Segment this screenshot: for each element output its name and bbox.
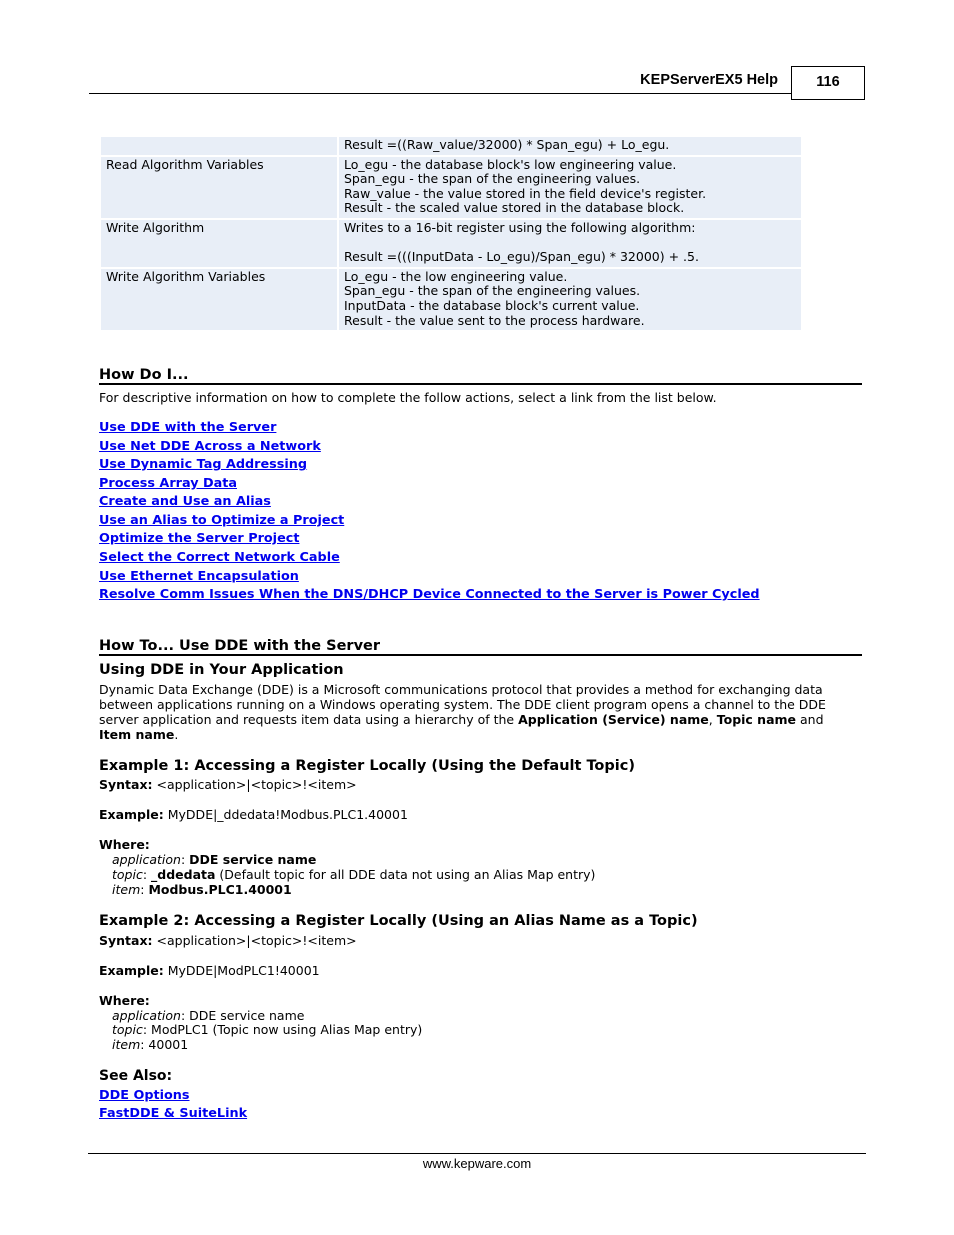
table-cell-label: Write Algorithm xyxy=(101,220,337,267)
table-cell-label: Write Algorithm Variables xyxy=(101,269,337,330)
table-row xyxy=(101,137,801,155)
description-line: Result - the value sent to the process hardware. xyxy=(344,312,645,328)
link-create-alias[interactable]: Create and Use an Alias xyxy=(99,494,271,509)
see-also-heading: See Also: xyxy=(99,1068,173,1084)
algorithm-table xyxy=(99,135,803,332)
example-1-item: item: Modbus.PLC1.40001 xyxy=(112,882,292,897)
description-line: Raw_value - the value stored in the field device's register. xyxy=(344,185,707,201)
example-2-item: item: 40001 xyxy=(112,1037,189,1052)
example-2-application: application: DDE service name xyxy=(112,1008,305,1023)
example-1-where: Where: xyxy=(99,837,150,852)
header-divider xyxy=(89,93,791,94)
description-line: Span_egu - the span of the engineering values. xyxy=(344,283,641,299)
example-2-heading: Example 2: Accessing a Register Locally (Using an Alias Name as a Topic) xyxy=(99,913,698,929)
document-title: KEPServerEX5 Help xyxy=(640,72,778,88)
link-use-dde[interactable]: Use DDE with the Server xyxy=(99,420,277,435)
example-2-syntax: Syntax: <application>|<topic>!<item> xyxy=(99,933,357,948)
how-do-i-intro: For descriptive information on how to complete the follow actions, select a link from the list below. xyxy=(99,390,717,405)
table-cell-label xyxy=(101,137,337,155)
table-row xyxy=(101,157,801,218)
description-line: InputData - the database block's current value. xyxy=(344,297,640,313)
example-1-example: Example: MyDDE|_ddedata!Modbus.PLC1.40001 xyxy=(99,807,408,822)
table-cell-label: Read Algorithm Variables xyxy=(101,157,337,218)
link-fastdde-suitelink[interactable]: FastDDE & SuiteLink xyxy=(99,1106,248,1121)
table-row xyxy=(101,220,801,267)
example-2-topic: topic: ModPLC1 (Topic now using Alias Map entry) xyxy=(112,1022,423,1037)
footer-divider xyxy=(88,1153,866,1154)
description-line: Lo_egu - the database block's low engineering value. xyxy=(344,156,677,172)
description-line: Result =(((InputData - Lo_egu)/Span_egu) * 32000) + .5. xyxy=(344,249,699,265)
description-line: Lo_egu - the low engineering value. xyxy=(344,268,568,284)
example-1-topic: topic: _ddedata (Default topic for all DDE data not using an Alias Map entry) xyxy=(112,867,596,882)
description-line: Writes to a 16-bit register using the following algorithm: xyxy=(344,219,696,235)
description-line xyxy=(344,236,796,251)
description-line: Span_egu - the span of the engineering values. xyxy=(344,171,641,187)
subheading-using-dde: Using DDE in Your Application xyxy=(99,662,344,678)
example-1-heading: Example 1: Accessing a Register Locally (Using the Default Topic) xyxy=(99,758,635,774)
link-array-data[interactable]: Process Array Data xyxy=(99,476,238,491)
example-2-where: Where: xyxy=(99,993,150,1008)
link-resolve-comm[interactable]: Resolve Comm Issues When the DNS/DHCP Device Connected to the Server is Power Cycled xyxy=(99,587,760,602)
link-dynamic-tag[interactable]: Use Dynamic Tag Addressing xyxy=(99,457,308,472)
example-2-example: Example: MyDDE|ModPLC1!40001 xyxy=(99,963,320,978)
page-number: 116 xyxy=(791,66,865,100)
table-cell-description xyxy=(339,137,801,155)
table-cell-description xyxy=(339,269,801,330)
table-cell-description xyxy=(339,157,801,218)
footer-url: www.kepware.com xyxy=(422,1156,532,1171)
link-optimize-project[interactable]: Optimize the Server Project xyxy=(99,531,300,546)
link-net-dde[interactable]: Use Net DDE Across a Network xyxy=(99,439,321,454)
link-dde-options[interactable]: DDE Options xyxy=(99,1088,190,1103)
link-alias-optimize[interactable]: Use an Alias to Optimize a Project xyxy=(99,513,345,528)
description-line: Result - the scaled value stored in the database block. xyxy=(344,200,685,216)
example-1-application: application: DDE service name xyxy=(112,852,317,867)
dde-description: Dynamic Data Exchange (DDE) is a Microsoft communications protocol that provides a method for exchanging data between applications running on a Windows operating system. The DDE client program opens a channel to the DDE server application and requests item data using a hierarchy of the Application (Service) name, Topic name and Item name. xyxy=(99,682,826,742)
table-row xyxy=(101,269,801,330)
example-1-syntax: Syntax: <application>|<topic>!<item> xyxy=(99,777,357,792)
section-heading-how-to: How To... Use DDE with the Server xyxy=(99,638,862,656)
link-ethernet-encapsulation[interactable]: Use Ethernet Encapsulation xyxy=(99,569,299,584)
section-heading-how-do-i: How Do I... xyxy=(99,367,862,385)
description-line: Result =((Raw_value/32000) * Span_egu) + Lo_egu. xyxy=(344,137,670,152)
link-network-cable[interactable]: Select the Correct Network Cable xyxy=(99,550,340,565)
table-cell-description xyxy=(339,220,801,267)
